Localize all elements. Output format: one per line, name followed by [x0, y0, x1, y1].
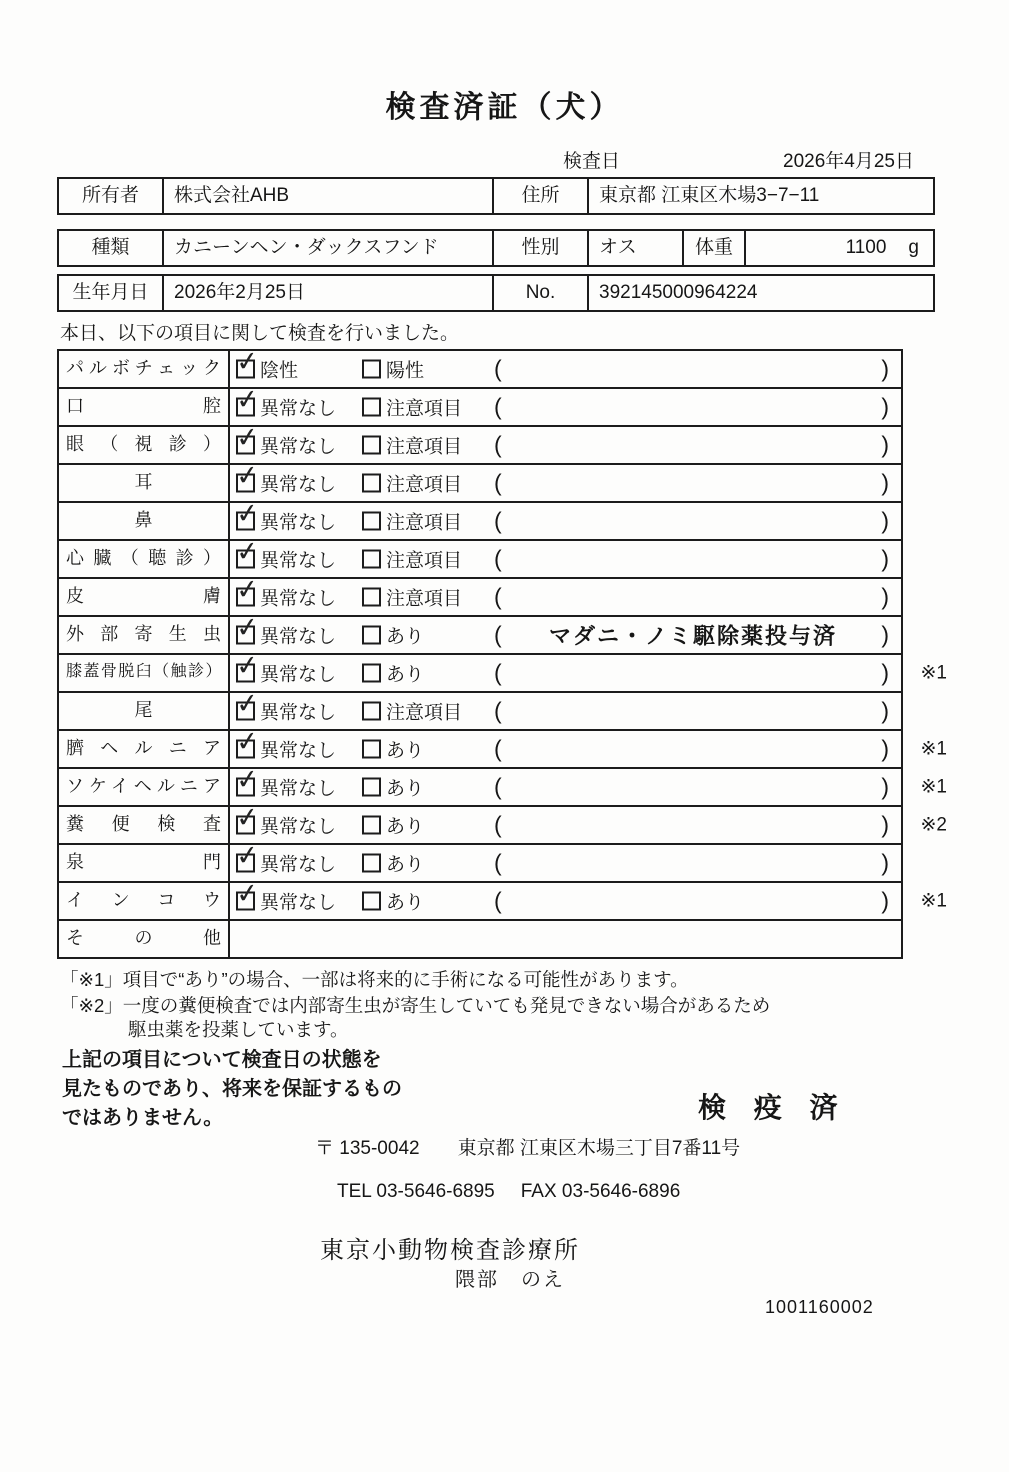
check-row-body [230, 389, 901, 425]
check-option-secondary [362, 698, 462, 725]
paren-open-icon: ( [494, 583, 502, 610]
checkbox-checked-icon [236, 740, 255, 759]
intro-text: 本日、以下の項目に関して検査を行いました。 [60, 323, 460, 344]
check-option-label: 陽性 [386, 360, 425, 382]
check-row-body [230, 769, 947, 805]
paren-open-icon: ( [494, 355, 502, 382]
check-row-label: 皮膚 [59, 579, 230, 615]
check-option-primary [236, 546, 336, 573]
disclaimer-text [62, 1046, 402, 1133]
check-row-label: 鼻 [59, 503, 230, 539]
footnote-1: 「※1」項目で“あり”の場合、一部は将来的に手術になる可能性があります。 [60, 969, 689, 990]
check-row [59, 539, 901, 577]
check-row-label: インコウ [59, 883, 230, 919]
checkbox-unchecked-icon [362, 854, 381, 873]
paren-close-icon: ) [881, 773, 889, 800]
checkbox-checked-icon [236, 892, 255, 911]
check-option-label: 異常なし [260, 550, 337, 572]
check-option-label: 異常なし [260, 588, 337, 610]
paren-close-icon: ) [881, 431, 889, 458]
page-title: 検査済証（犬） [385, 91, 624, 124]
check-option-primary [236, 356, 298, 383]
check-option-label: あり [386, 664, 425, 686]
paren-open-icon: ( [494, 811, 502, 838]
check-option-primary [236, 432, 336, 459]
check-option-label: 異常なし [260, 398, 337, 420]
check-option-label: 陰性 [260, 360, 299, 382]
check-option-label: 異常なし [260, 664, 337, 686]
check-option-label: あり [386, 626, 425, 648]
check-row-label: 膝蓋骨脱臼（触診） [59, 655, 230, 691]
paren-open-icon: ( [494, 773, 502, 800]
check-option-secondary [362, 584, 462, 611]
inspection-date-label: 検査日 [563, 151, 621, 172]
check-row-body [230, 655, 947, 691]
check-option-label: 異常なし [260, 436, 337, 458]
check-option-secondary [362, 508, 462, 535]
examiner-name: 隈部 のえ [455, 1269, 565, 1291]
check-option-label: あり [386, 778, 425, 800]
paren-close-icon: ) [881, 659, 889, 686]
fax-number: FAX 03-5646-6896 [520, 1181, 681, 1202]
check-option-secondary [362, 812, 424, 839]
footnote-mark: ※1 [920, 890, 947, 912]
owner-value: 株式会社AHB [162, 179, 492, 213]
checkbox-checked-icon [236, 702, 255, 721]
check-row-note: マダニ・ノミ駆除薬投与済 [548, 623, 837, 649]
weight-value: 1100 [845, 237, 887, 258]
checkbox-unchecked-icon [362, 626, 381, 645]
quarantine-stamp: 検 疫 済 [698, 1092, 848, 1123]
check-option-label: 異常なし [260, 740, 337, 762]
check-row [59, 653, 947, 691]
check-row [59, 425, 901, 463]
check-option-label: 異常なし [260, 512, 337, 534]
check-row-body [230, 921, 901, 957]
paren-open-icon: ( [494, 545, 502, 572]
checkbox-checked-icon [236, 778, 255, 797]
weight-label: 体重 [682, 231, 744, 265]
tel-number: TEL 03-5646-6895 [337, 1181, 495, 1202]
check-row-label: 尾 [59, 693, 230, 729]
check-row-label: 外部寄生虫 [59, 617, 230, 653]
check-option-label: 異常なし [260, 816, 337, 838]
check-option-secondary [362, 470, 462, 497]
check-option-label: 注意項目 [386, 474, 463, 496]
paren-close-icon: ) [881, 735, 889, 762]
checkbox-unchecked-icon [362, 892, 381, 911]
check-option-secondary [362, 774, 424, 801]
checkbox-checked-icon [236, 588, 255, 607]
paren-close-icon: ) [881, 621, 889, 648]
check-option-label: 異常なし [260, 778, 337, 800]
check-row-label: その他 [59, 921, 230, 957]
disclaimer-line: 上記の項目について検査日の状態を [62, 1049, 382, 1071]
check-row-body [230, 731, 947, 767]
footnote-2-line1: 「※2」一度の糞便検査では内部寄生虫が寄生していても発見できない場合があるため [60, 995, 771, 1016]
check-row-label: 泉門 [59, 845, 230, 881]
disclaimer-line: 見たものであり、将来を保証するもの [62, 1078, 402, 1100]
check-option-label: 異常なし [260, 854, 337, 876]
check-row-body [230, 617, 901, 653]
footnote-mark: ※1 [920, 776, 947, 798]
check-row [59, 919, 901, 957]
check-row-body [230, 845, 901, 881]
check-row-body [230, 807, 947, 843]
check-option-primary [236, 584, 336, 611]
check-row-body [230, 465, 901, 501]
paren-open-icon: ( [494, 659, 502, 686]
paren-close-icon: ) [881, 849, 889, 876]
checkbox-unchecked-icon [362, 702, 381, 721]
footnote-mark: ※2 [920, 814, 947, 836]
check-row-label: ソケイヘルニア [59, 769, 230, 805]
check-row [59, 805, 947, 843]
check-option-label: あり [386, 816, 425, 838]
paren-open-icon: ( [494, 621, 502, 648]
check-option-label: 異常なし [260, 702, 337, 724]
paren-open-icon: ( [494, 697, 502, 724]
check-option-secondary [362, 736, 424, 763]
checkbox-checked-icon [236, 550, 255, 569]
checkbox-checked-icon [236, 360, 255, 379]
check-row [59, 729, 947, 767]
check-option-primary [236, 698, 336, 725]
paren-open-icon: ( [494, 507, 502, 534]
check-option-label: あり [386, 892, 425, 914]
phone-line [337, 1181, 680, 1203]
paren-close-icon: ) [881, 393, 889, 420]
check-option-label: 注意項目 [386, 588, 463, 610]
id-number-value: 392145000964224 [587, 276, 933, 310]
id-number-label: No. [492, 276, 587, 310]
checkbox-unchecked-icon [362, 360, 381, 379]
checkbox-unchecked-icon [362, 436, 381, 455]
inspection-table [57, 349, 947, 959]
check-option-primary [236, 660, 336, 687]
check-option-primary [236, 470, 336, 497]
check-row-label: 糞便検査 [59, 807, 230, 843]
check-option-secondary [362, 432, 462, 459]
check-option-secondary [362, 356, 424, 383]
address-value: 東京都 江東区木場3−7−11 [587, 179, 933, 213]
document-number: 1001160002 [765, 1297, 874, 1317]
check-row-body [230, 541, 901, 577]
footnote-mark: ※1 [920, 738, 947, 760]
check-row [59, 577, 901, 615]
paren-open-icon: ( [494, 849, 502, 876]
birthdate-value: 2026年2月25日 [162, 276, 492, 310]
checkbox-unchecked-icon [362, 588, 381, 607]
check-option-primary [236, 774, 336, 801]
check-row-label: 臍ヘルニア [59, 731, 230, 767]
check-option-secondary [362, 622, 424, 649]
check-option-primary [236, 394, 336, 421]
paren-open-icon: ( [494, 887, 502, 914]
paren-close-icon: ) [881, 697, 889, 724]
postal-address-line [315, 1133, 740, 1160]
check-option-label: あり [386, 740, 425, 762]
checkbox-unchecked-icon [362, 550, 381, 569]
checkbox-unchecked-icon [362, 740, 381, 759]
inspection-date-value: 2026年4月25日 [783, 151, 914, 172]
checkbox-checked-icon [236, 816, 255, 835]
check-option-secondary [362, 546, 462, 573]
paren-close-icon: ) [881, 507, 889, 534]
check-option-label: 異常なし [260, 892, 337, 914]
checkbox-checked-icon [236, 398, 255, 417]
check-option-secondary [362, 394, 462, 421]
breed-value: カニーンヘン・ダックスフンド [162, 231, 492, 265]
check-option-label: 異常なし [260, 626, 337, 648]
check-row-label: 口腔 [59, 389, 230, 425]
paren-open-icon: ( [494, 431, 502, 458]
checkbox-unchecked-icon [362, 816, 381, 835]
checkbox-unchecked-icon [362, 398, 381, 417]
clinic-name: 東京小動物検査診療所 [320, 1237, 580, 1264]
check-row-body [230, 503, 901, 539]
check-option-primary [236, 736, 336, 763]
checkbox-unchecked-icon [362, 664, 381, 683]
checkbox-checked-icon [236, 854, 255, 873]
check-option-label: 注意項目 [386, 550, 463, 572]
checkbox-unchecked-icon [362, 474, 381, 493]
paren-open-icon: ( [494, 735, 502, 762]
paren-open-icon: ( [494, 393, 502, 420]
disclaimer-line: ではありません。 [62, 1107, 224, 1129]
check-option-primary [236, 812, 336, 839]
paren-close-icon: ) [881, 811, 889, 838]
check-option-primary [236, 508, 336, 535]
animal-info-row2 [57, 274, 935, 312]
sex-label: 性別 [492, 231, 587, 265]
paren-close-icon: ) [881, 545, 889, 572]
footnote-mark: ※1 [920, 662, 947, 684]
checkbox-checked-icon [236, 512, 255, 531]
check-row-label: パルボチェック [59, 351, 230, 387]
check-row-body [230, 579, 901, 615]
checkbox-checked-icon [236, 436, 255, 455]
check-table-rows [59, 351, 947, 957]
check-row-body [230, 693, 901, 729]
check-row [59, 387, 901, 425]
check-row-label: 耳 [59, 465, 230, 501]
check-row [59, 615, 901, 653]
check-option-label: 異常なし [260, 474, 337, 496]
check-option-secondary [362, 888, 424, 915]
footnote-2-line2: 駆虫薬を投薬しています。 [128, 1019, 349, 1040]
weight-unit: g [908, 237, 919, 258]
check-row [59, 843, 901, 881]
checkbox-checked-icon [236, 474, 255, 493]
owner-table [57, 177, 935, 215]
check-row [59, 691, 901, 729]
check-row-body [230, 427, 901, 463]
check-row [59, 881, 947, 919]
checkbox-unchecked-icon [362, 512, 381, 531]
check-option-label: 注意項目 [386, 398, 463, 420]
paren-open-icon: ( [494, 469, 502, 496]
check-option-label: 注意項目 [386, 512, 463, 534]
weight-value-cell [744, 231, 933, 265]
check-row [59, 463, 901, 501]
paren-close-icon: ) [881, 583, 889, 610]
checkbox-checked-icon [236, 664, 255, 683]
checkbox-checked-icon [236, 626, 255, 645]
check-option-secondary [362, 660, 424, 687]
paren-close-icon: ) [881, 887, 889, 914]
check-row [59, 351, 901, 387]
check-option-primary [236, 850, 336, 877]
breed-label: 種類 [91, 237, 130, 258]
check-option-label: 注意項目 [386, 702, 463, 724]
paren-close-icon: ) [881, 469, 889, 496]
check-option-label: 注意項目 [386, 436, 463, 458]
checkbox-unchecked-icon [362, 778, 381, 797]
sex-value: オス [587, 231, 682, 265]
check-row-body [230, 351, 901, 387]
paren-close-icon: ) [881, 355, 889, 382]
owner-label: 所有者 [81, 185, 139, 206]
check-row-label: 眼（視診） [59, 427, 230, 463]
clinic-address: 東京都 江東区木場三丁目7番11号 [457, 1138, 741, 1159]
animal-info-row1 [57, 229, 935, 267]
check-row-body [230, 883, 947, 919]
check-option-primary [236, 622, 336, 649]
check-row [59, 501, 901, 539]
check-row [59, 767, 947, 805]
check-option-primary [236, 888, 336, 915]
postal-code: 〒 135-0042 [315, 1138, 420, 1159]
address-label: 住所 [492, 179, 587, 213]
check-option-label: あり [386, 854, 425, 876]
birthdate-label: 生年月日 [72, 282, 149, 303]
check-option-secondary [362, 850, 424, 877]
check-row-label: 心臓（聴診） [59, 541, 230, 577]
